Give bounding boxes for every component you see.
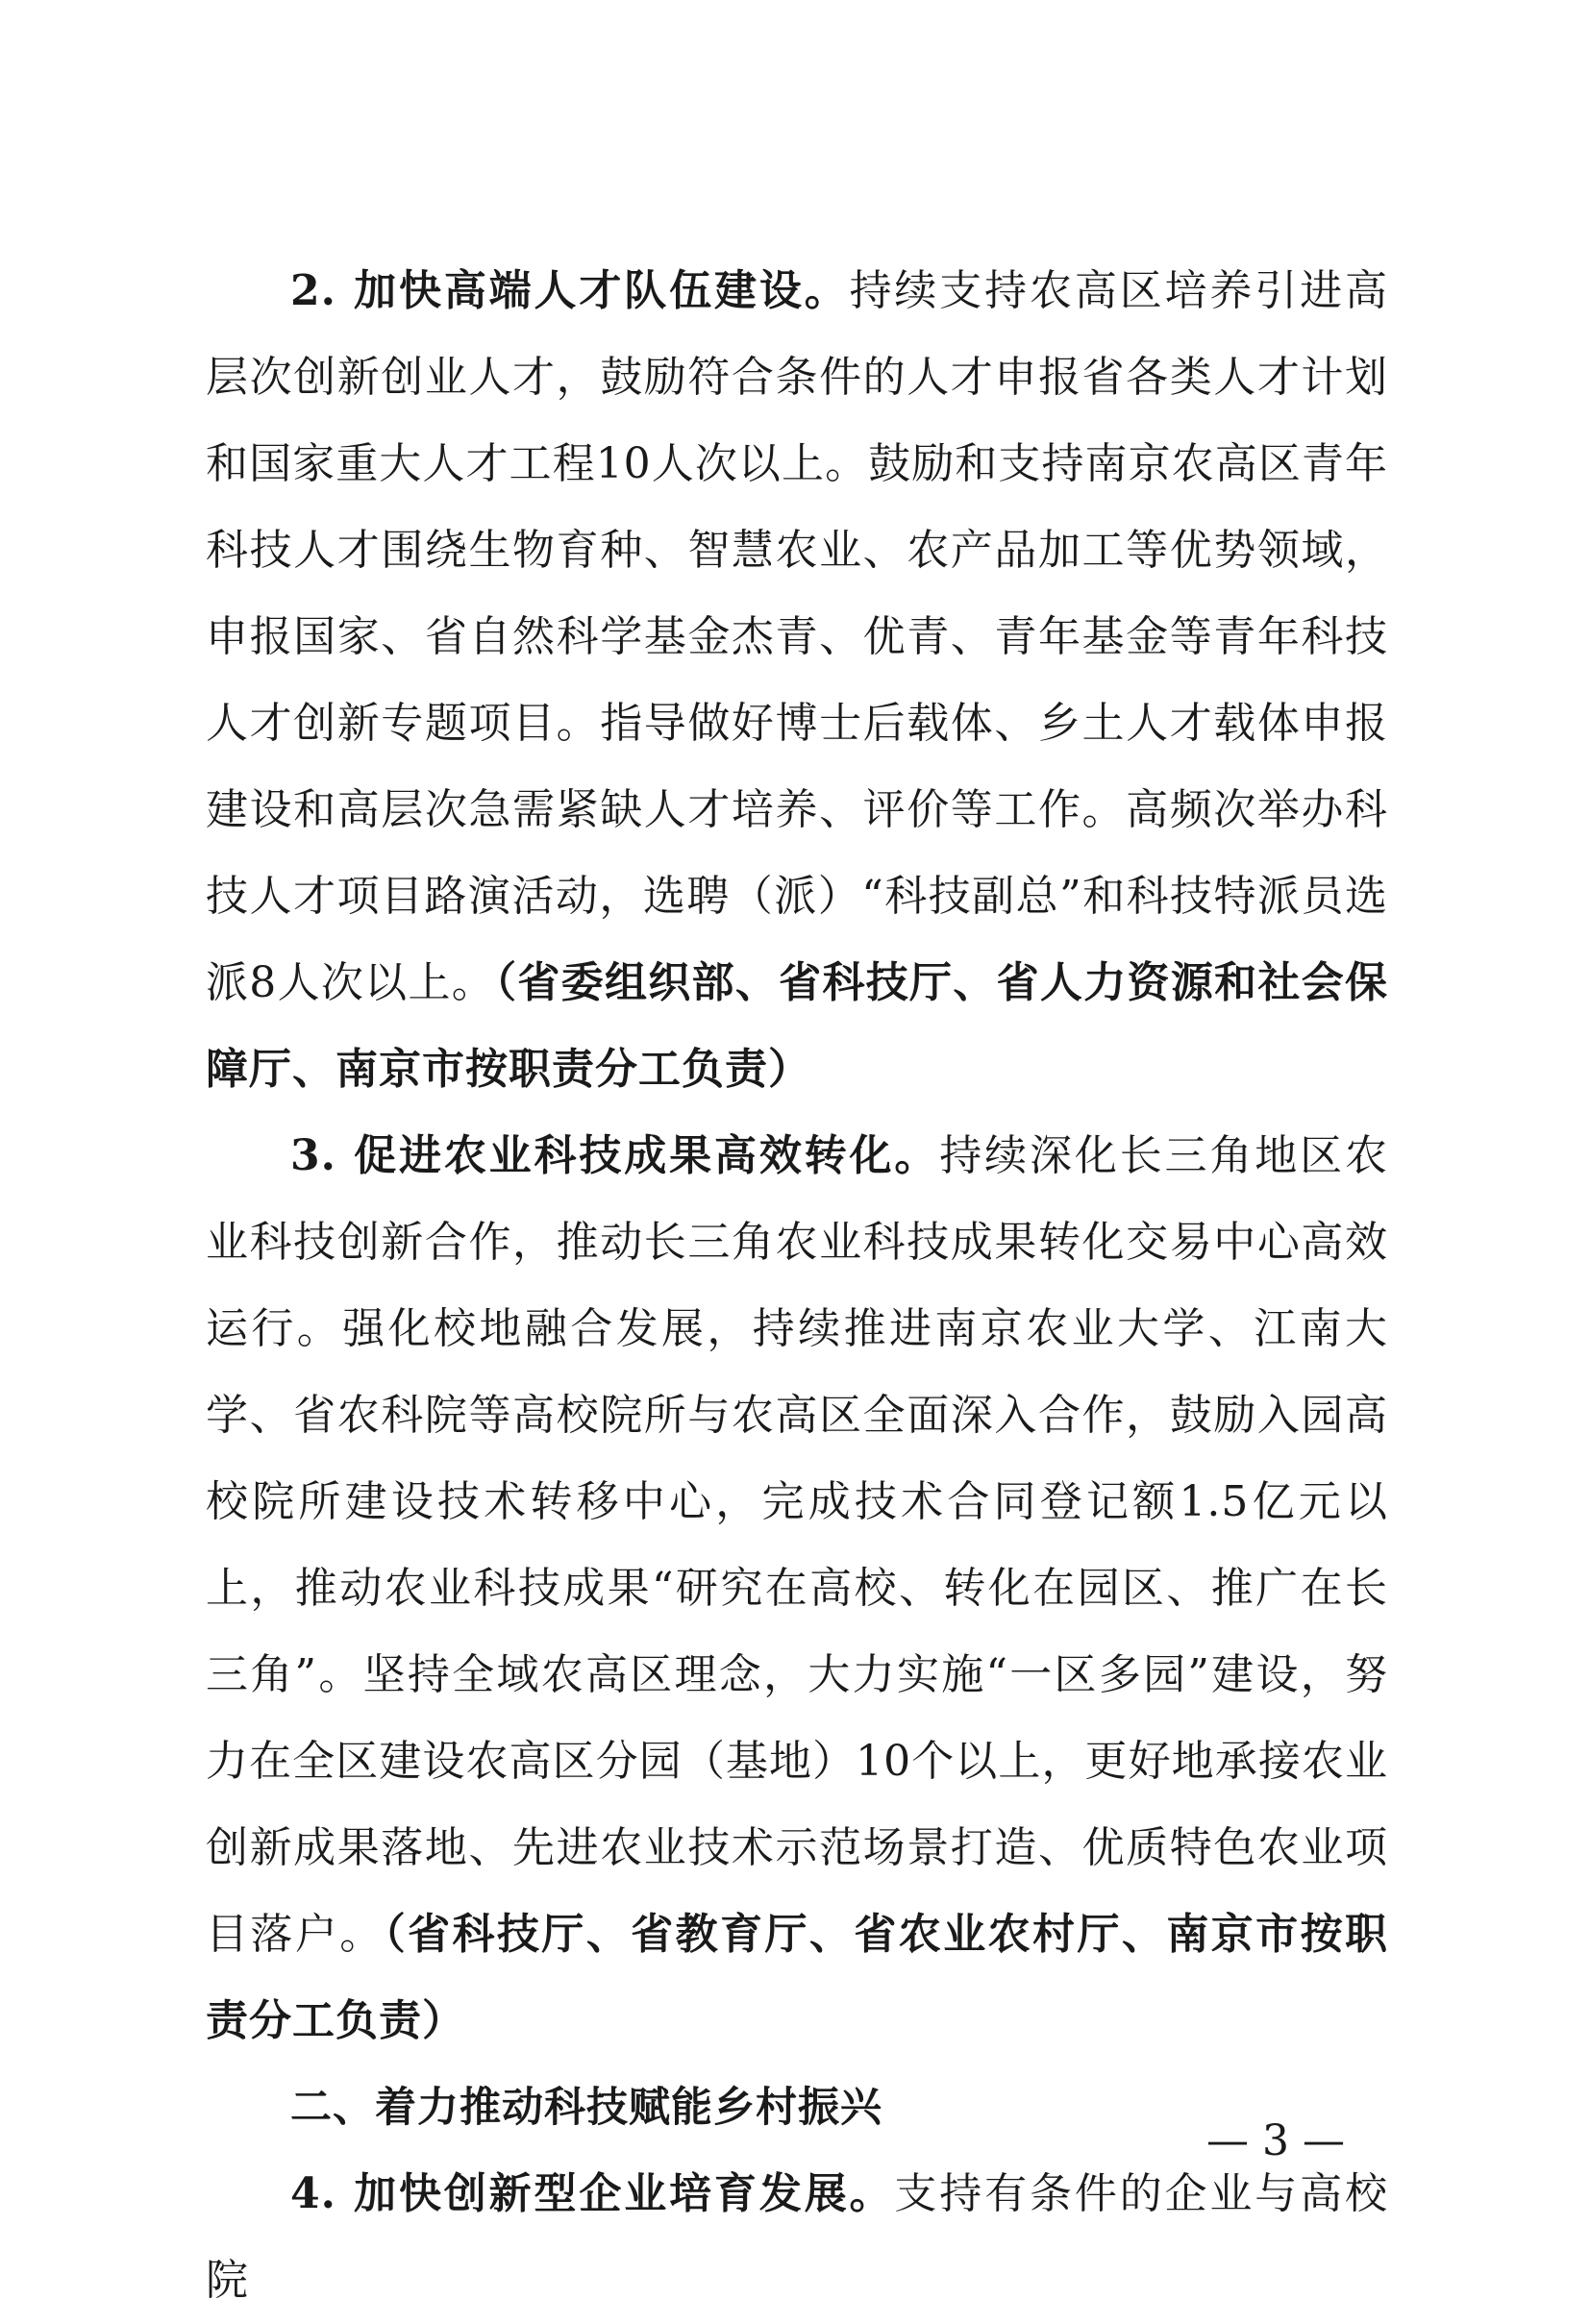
paragraph-2-lead: 2. 加快高端人才队伍建设。 — [290, 266, 850, 315]
paragraph-4-lead: 4. 加快创新型企业培育发展。 — [290, 2169, 895, 2218]
paragraph-4 — [206, 2151, 1388, 2324]
paragraph-4-body: 支持有条件的企业与高校院 — [206, 2169, 1388, 2305]
paragraph-3-lead: 3. 促进农业科技成果高效转化。 — [290, 1131, 940, 1180]
section-heading: 二、着力推动科技赋能乡村振兴 — [290, 2084, 882, 2132]
paragraph-2-body: 持续支持农高区培养引进高层次创新创业人才，鼓励符合条件的人才申报省各类人才计划和国家重大人才工程10人次以上。鼓励和支持南京农高区青年科技人才围绕生物育种、智慧农业、农产品加工等优势领域，申报国家、省自然科学基金杰青、优青、青年基金等青年科技人才创新专题项目。指导做好博士后载体、乡土人才载体申报建设和高层次急需紧缺人才培养、评价等工作。高频次举办科技人才项目路演活动，选聘（派）“科技副总”和科技特派员选派8人次以上。 — [206, 266, 1388, 1007]
paragraph-2 — [206, 248, 1388, 1113]
paragraph-2-responsibility: （省委组织部、省科技厅、省人力资源和社会保障厅、南京市按职责分工负责） — [206, 958, 1389, 1094]
paragraph-3-responsibility: （省科技厅、省教育厅、省农业农村厅、南京市按职责分工负责） — [206, 1910, 1389, 2045]
paragraph-3-body: 持续深化长三角地区农业科技创新合作，推动长三角农业科技成果转化交易中心高效运行。强化校地融合发展，持续推进南京农业大学、江南大学、省农科院等高校院所与农高区全面深入合作，鼓励入园高校院所建设技术转移中心，完成技术合同登记额1.5亿元以上，推动农业科技成果“研究在高校、转化在园区、推广在长三角”。坚持全域农高区理念，大力实施“一区多园”建设，努力在全区建设农高区分园（基地）10个以上，更好地承接农业创新成果落地、先进农业技术示范场景打造、优质特色农业项目落户。 — [206, 1131, 1388, 1959]
paragraph-3 — [206, 1113, 1388, 2064]
document-body — [206, 248, 1388, 2324]
page-number: — 3 — — [1206, 2116, 1345, 2165]
